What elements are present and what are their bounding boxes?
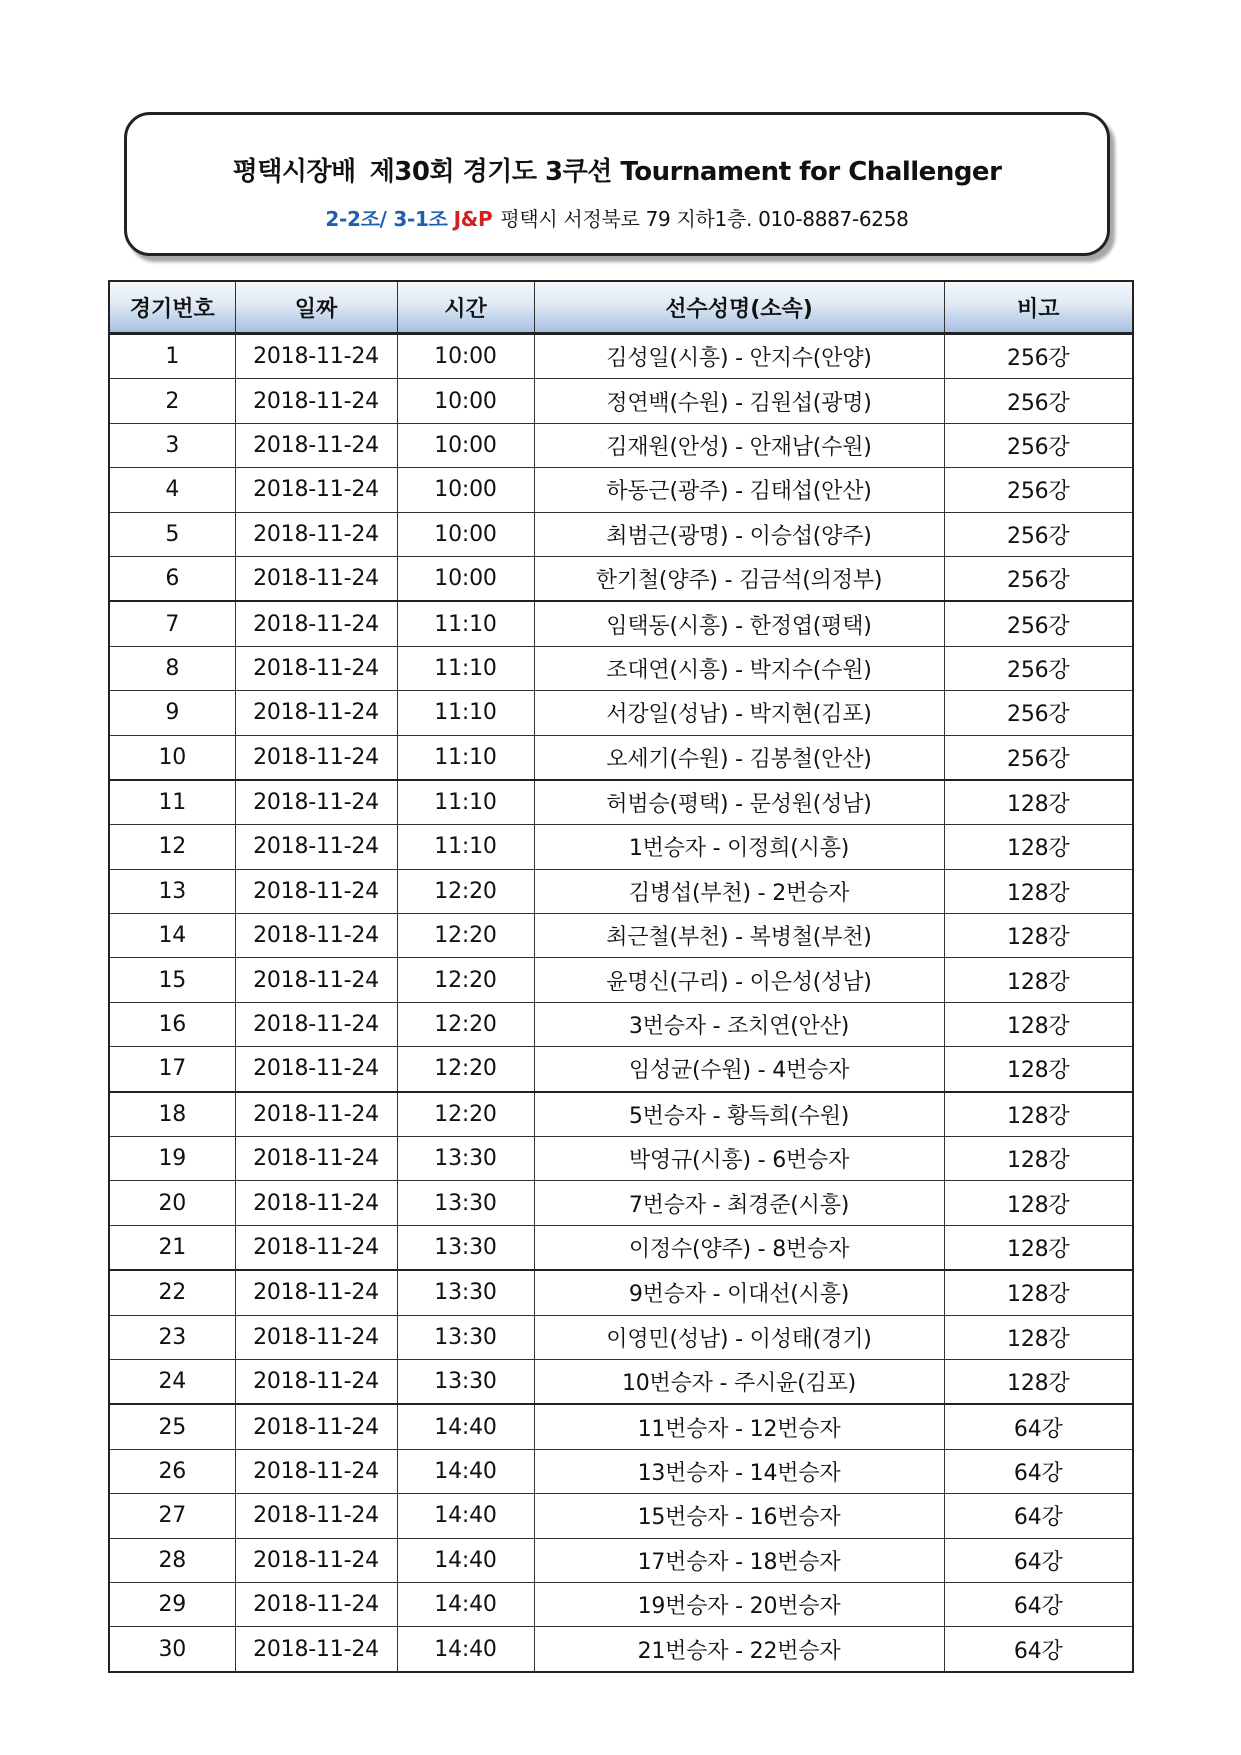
cell-time: 13:30 <box>397 1270 534 1315</box>
cell-time: 12:20 <box>397 1092 534 1137</box>
venue-info <box>127 203 1107 232</box>
cell-date: 2018-11-24 <box>235 468 397 512</box>
cell-time: 12:20 <box>397 914 534 958</box>
cell-date: 2018-11-24 <box>235 1315 397 1359</box>
cell-time: 10:00 <box>397 468 534 512</box>
cell-time: 12:20 <box>397 958 534 1002</box>
cell-note: 256강 <box>944 601 1133 646</box>
cell-note: 256강 <box>944 512 1133 556</box>
table-row <box>109 1538 1133 1582</box>
cell-date: 2018-11-24 <box>235 1404 397 1449</box>
cell-date: 2018-11-24 <box>235 691 397 735</box>
cell-match-no: 28 <box>109 1538 235 1582</box>
cell-note: 128강 <box>944 1002 1133 1046</box>
cell-players: 임택동(시흥) - 한정엽(평택) <box>534 601 944 646</box>
cell-note: 64강 <box>944 1627 1133 1672</box>
cell-date: 2018-11-24 <box>235 869 397 913</box>
cell-time: 11:10 <box>397 691 534 735</box>
cell-players: 1번승자 - 이정희(시흥) <box>534 825 944 869</box>
cell-time: 13:30 <box>397 1359 534 1404</box>
cell-match-no: 23 <box>109 1315 235 1359</box>
column-header-time: 시간 <box>397 281 534 334</box>
cell-note: 128강 <box>944 914 1133 958</box>
cell-time: 11:10 <box>397 735 534 780</box>
table-row <box>109 1181 1133 1225</box>
cell-players: 김성일(시흥) - 안지수(안양) <box>534 334 944 379</box>
cell-match-no: 2 <box>109 379 235 423</box>
cell-note: 128강 <box>944 1092 1133 1137</box>
cell-players: 정연백(수원) - 김원섭(광명) <box>534 379 944 423</box>
cell-match-no: 8 <box>109 646 235 690</box>
cell-players: 오세기(수원) - 김봉철(안산) <box>534 735 944 780</box>
table-row <box>109 735 1133 780</box>
cell-date: 2018-11-24 <box>235 735 397 780</box>
cell-date: 2018-11-24 <box>235 1494 397 1538</box>
cell-time: 10:00 <box>397 556 534 601</box>
column-header-note: 비고 <box>944 281 1133 334</box>
cell-match-no: 27 <box>109 1494 235 1538</box>
table-row <box>109 1494 1133 1538</box>
cell-time: 14:40 <box>397 1449 534 1493</box>
table-row <box>109 869 1133 913</box>
tournament-title <box>127 151 1107 188</box>
table-row <box>109 601 1133 646</box>
cell-players: 19번승자 - 20번승자 <box>534 1582 944 1626</box>
cell-match-no: 30 <box>109 1627 235 1672</box>
cell-match-no: 29 <box>109 1582 235 1626</box>
table-row <box>109 334 1133 379</box>
cell-time: 13:30 <box>397 1137 534 1181</box>
cell-players: 3번승자 - 조치연(안산) <box>534 1002 944 1046</box>
cell-time: 14:40 <box>397 1538 534 1582</box>
table-row <box>109 646 1133 690</box>
cell-date: 2018-11-24 <box>235 958 397 1002</box>
table-row <box>109 691 1133 735</box>
cell-date: 2018-11-24 <box>235 423 397 467</box>
column-header-players: 선수성명(소속) <box>534 281 944 334</box>
match-schedule-table <box>108 280 1134 1673</box>
cell-time: 11:10 <box>397 601 534 646</box>
cell-date: 2018-11-24 <box>235 1047 397 1092</box>
cell-date: 2018-11-24 <box>235 1538 397 1582</box>
cell-note: 256강 <box>944 646 1133 690</box>
cell-time: 12:20 <box>397 869 534 913</box>
cell-players: 임성균(수원) - 4번승자 <box>534 1047 944 1092</box>
cell-date: 2018-11-24 <box>235 1225 397 1270</box>
cell-date: 2018-11-24 <box>235 646 397 690</box>
table-header-row <box>109 281 1133 334</box>
cell-match-no: 24 <box>109 1359 235 1404</box>
cell-match-no: 14 <box>109 914 235 958</box>
cell-players: 김병섭(부천) - 2번승자 <box>534 869 944 913</box>
cell-match-no: 16 <box>109 1002 235 1046</box>
cell-note: 64강 <box>944 1582 1133 1626</box>
cell-players: 7번승자 - 최경준(시흥) <box>534 1181 944 1225</box>
table-row <box>109 1225 1133 1270</box>
table-row <box>109 914 1133 958</box>
cell-date: 2018-11-24 <box>235 1582 397 1626</box>
cell-match-no: 3 <box>109 423 235 467</box>
cell-time: 10:00 <box>397 423 534 467</box>
cell-match-no: 12 <box>109 825 235 869</box>
cell-date: 2018-11-24 <box>235 1359 397 1404</box>
cell-date: 2018-11-24 <box>235 556 397 601</box>
cell-match-no: 7 <box>109 601 235 646</box>
cell-time: 11:10 <box>397 780 534 825</box>
table-row <box>109 1315 1133 1359</box>
title-part2: 제30회 경기도 3쿠션 Tournament for Challenger <box>369 157 1002 187</box>
cell-date: 2018-11-24 <box>235 334 397 379</box>
cell-note: 64강 <box>944 1494 1133 1538</box>
cell-date: 2018-11-24 <box>235 1092 397 1137</box>
cell-time: 10:00 <box>397 512 534 556</box>
cell-note: 256강 <box>944 379 1133 423</box>
table-row <box>109 379 1133 423</box>
cell-date: 2018-11-24 <box>235 512 397 556</box>
cell-match-no: 5 <box>109 512 235 556</box>
cell-time: 13:30 <box>397 1181 534 1225</box>
cell-note: 256강 <box>944 334 1133 379</box>
cell-time: 11:10 <box>397 646 534 690</box>
cell-players: 하동근(광주) - 김태섭(안산) <box>534 468 944 512</box>
group-label: 2-2조/ 3-1조 <box>325 207 448 231</box>
table-row <box>109 556 1133 601</box>
cell-match-no: 9 <box>109 691 235 735</box>
cell-date: 2018-11-24 <box>235 1270 397 1315</box>
cell-date: 2018-11-24 <box>235 825 397 869</box>
table-row <box>109 512 1133 556</box>
cell-players: 김재원(안성) - 안재남(수원) <box>534 423 944 467</box>
cell-time: 14:40 <box>397 1494 534 1538</box>
cell-time: 11:10 <box>397 825 534 869</box>
cell-date: 2018-11-24 <box>235 780 397 825</box>
cell-players: 서강일(성남) - 박지현(김포) <box>534 691 944 735</box>
cell-note: 128강 <box>944 1181 1133 1225</box>
table-row <box>109 468 1133 512</box>
table-row <box>109 825 1133 869</box>
cell-note: 256강 <box>944 468 1133 512</box>
cell-note: 128강 <box>944 1137 1133 1181</box>
cell-date: 2018-11-24 <box>235 914 397 958</box>
cell-players: 한기철(양주) - 김금석(의정부) <box>534 556 944 601</box>
cell-players: 10번승자 - 주시윤(김포) <box>534 1359 944 1404</box>
cell-match-no: 20 <box>109 1181 235 1225</box>
cell-players: 21번승자 - 22번승자 <box>534 1627 944 1672</box>
cell-time: 10:00 <box>397 334 534 379</box>
cell-match-no: 10 <box>109 735 235 780</box>
cell-players: 11번승자 - 12번승자 <box>534 1404 944 1449</box>
cell-time: 14:40 <box>397 1582 534 1626</box>
cell-note: 128강 <box>944 1270 1133 1315</box>
column-header-date: 일짜 <box>235 281 397 334</box>
title-part1: 평택시장배 <box>232 157 356 187</box>
cell-note: 128강 <box>944 1047 1133 1092</box>
cell-time: 13:30 <box>397 1315 534 1359</box>
table-body <box>109 334 1133 1672</box>
cell-players: 최범근(광명) - 이승섭(양주) <box>534 512 944 556</box>
cell-match-no: 13 <box>109 869 235 913</box>
cell-players: 이정수(양주) - 8번승자 <box>534 1225 944 1270</box>
cell-date: 2018-11-24 <box>235 1627 397 1672</box>
table-row <box>109 1270 1133 1315</box>
table-row <box>109 1359 1133 1404</box>
cell-time: 12:20 <box>397 1002 534 1046</box>
venue-name: J&P <box>453 207 493 231</box>
table-row <box>109 1047 1133 1092</box>
cell-match-no: 6 <box>109 556 235 601</box>
cell-note: 64강 <box>944 1538 1133 1582</box>
cell-players: 최근철(부천) - 복병철(부천) <box>534 914 944 958</box>
cell-time: 12:20 <box>397 1047 534 1092</box>
cell-note: 128강 <box>944 1225 1133 1270</box>
cell-players: 17번승자 - 18번승자 <box>534 1538 944 1582</box>
cell-note: 128강 <box>944 1315 1133 1359</box>
table-row <box>109 423 1133 467</box>
cell-match-no: 11 <box>109 780 235 825</box>
cell-match-no: 22 <box>109 1270 235 1315</box>
cell-match-no: 25 <box>109 1404 235 1449</box>
cell-note: 64강 <box>944 1404 1133 1449</box>
column-header-match-no: 경기번호 <box>109 281 235 334</box>
cell-players: 이영민(성남) - 이성태(경기) <box>534 1315 944 1359</box>
cell-time: 14:40 <box>397 1404 534 1449</box>
cell-date: 2018-11-24 <box>235 601 397 646</box>
cell-time: 14:40 <box>397 1627 534 1672</box>
cell-time: 13:30 <box>397 1225 534 1270</box>
cell-players: 15번승자 - 16번승자 <box>534 1494 944 1538</box>
cell-note: 256강 <box>944 735 1133 780</box>
cell-match-no: 15 <box>109 958 235 1002</box>
table-row <box>109 1404 1133 1449</box>
cell-match-no: 21 <box>109 1225 235 1270</box>
cell-players: 윤명신(구리) - 이은성(성남) <box>534 958 944 1002</box>
cell-note: 256강 <box>944 556 1133 601</box>
cell-date: 2018-11-24 <box>235 1137 397 1181</box>
cell-match-no: 26 <box>109 1449 235 1493</box>
cell-match-no: 18 <box>109 1092 235 1137</box>
cell-players: 박영규(시흥) - 6번승자 <box>534 1137 944 1181</box>
venue-address: 평택시 서정북로 79 지하1층. 010-8887-6258 <box>500 207 909 231</box>
cell-players: 5번승자 - 황득희(수원) <box>534 1092 944 1137</box>
cell-date: 2018-11-24 <box>235 1002 397 1046</box>
cell-match-no: 1 <box>109 334 235 379</box>
table-row <box>109 1002 1133 1046</box>
cell-time: 10:00 <box>397 379 534 423</box>
cell-date: 2018-11-24 <box>235 1449 397 1493</box>
cell-players: 13번승자 - 14번승자 <box>534 1449 944 1493</box>
table-row <box>109 1627 1133 1672</box>
cell-note: 256강 <box>944 423 1133 467</box>
table-row <box>109 1137 1133 1181</box>
cell-note: 128강 <box>944 1359 1133 1404</box>
cell-players: 허범승(평택) - 문성원(성남) <box>534 780 944 825</box>
cell-match-no: 19 <box>109 1137 235 1181</box>
cell-note: 128강 <box>944 825 1133 869</box>
table-row <box>109 780 1133 825</box>
cell-note: 128강 <box>944 780 1133 825</box>
cell-players: 조대연(시흥) - 박지수(수원) <box>534 646 944 690</box>
cell-note: 256강 <box>944 691 1133 735</box>
cell-note: 64강 <box>944 1449 1133 1493</box>
title-box <box>124 112 1110 256</box>
table-row <box>109 1092 1133 1137</box>
cell-date: 2018-11-24 <box>235 1181 397 1225</box>
cell-note: 128강 <box>944 958 1133 1002</box>
table-row <box>109 1582 1133 1626</box>
cell-note: 128강 <box>944 869 1133 913</box>
table-row <box>109 1449 1133 1493</box>
cell-date: 2018-11-24 <box>235 379 397 423</box>
cell-players: 9번승자 - 이대선(시흥) <box>534 1270 944 1315</box>
cell-match-no: 17 <box>109 1047 235 1092</box>
table-row <box>109 958 1133 1002</box>
cell-match-no: 4 <box>109 468 235 512</box>
